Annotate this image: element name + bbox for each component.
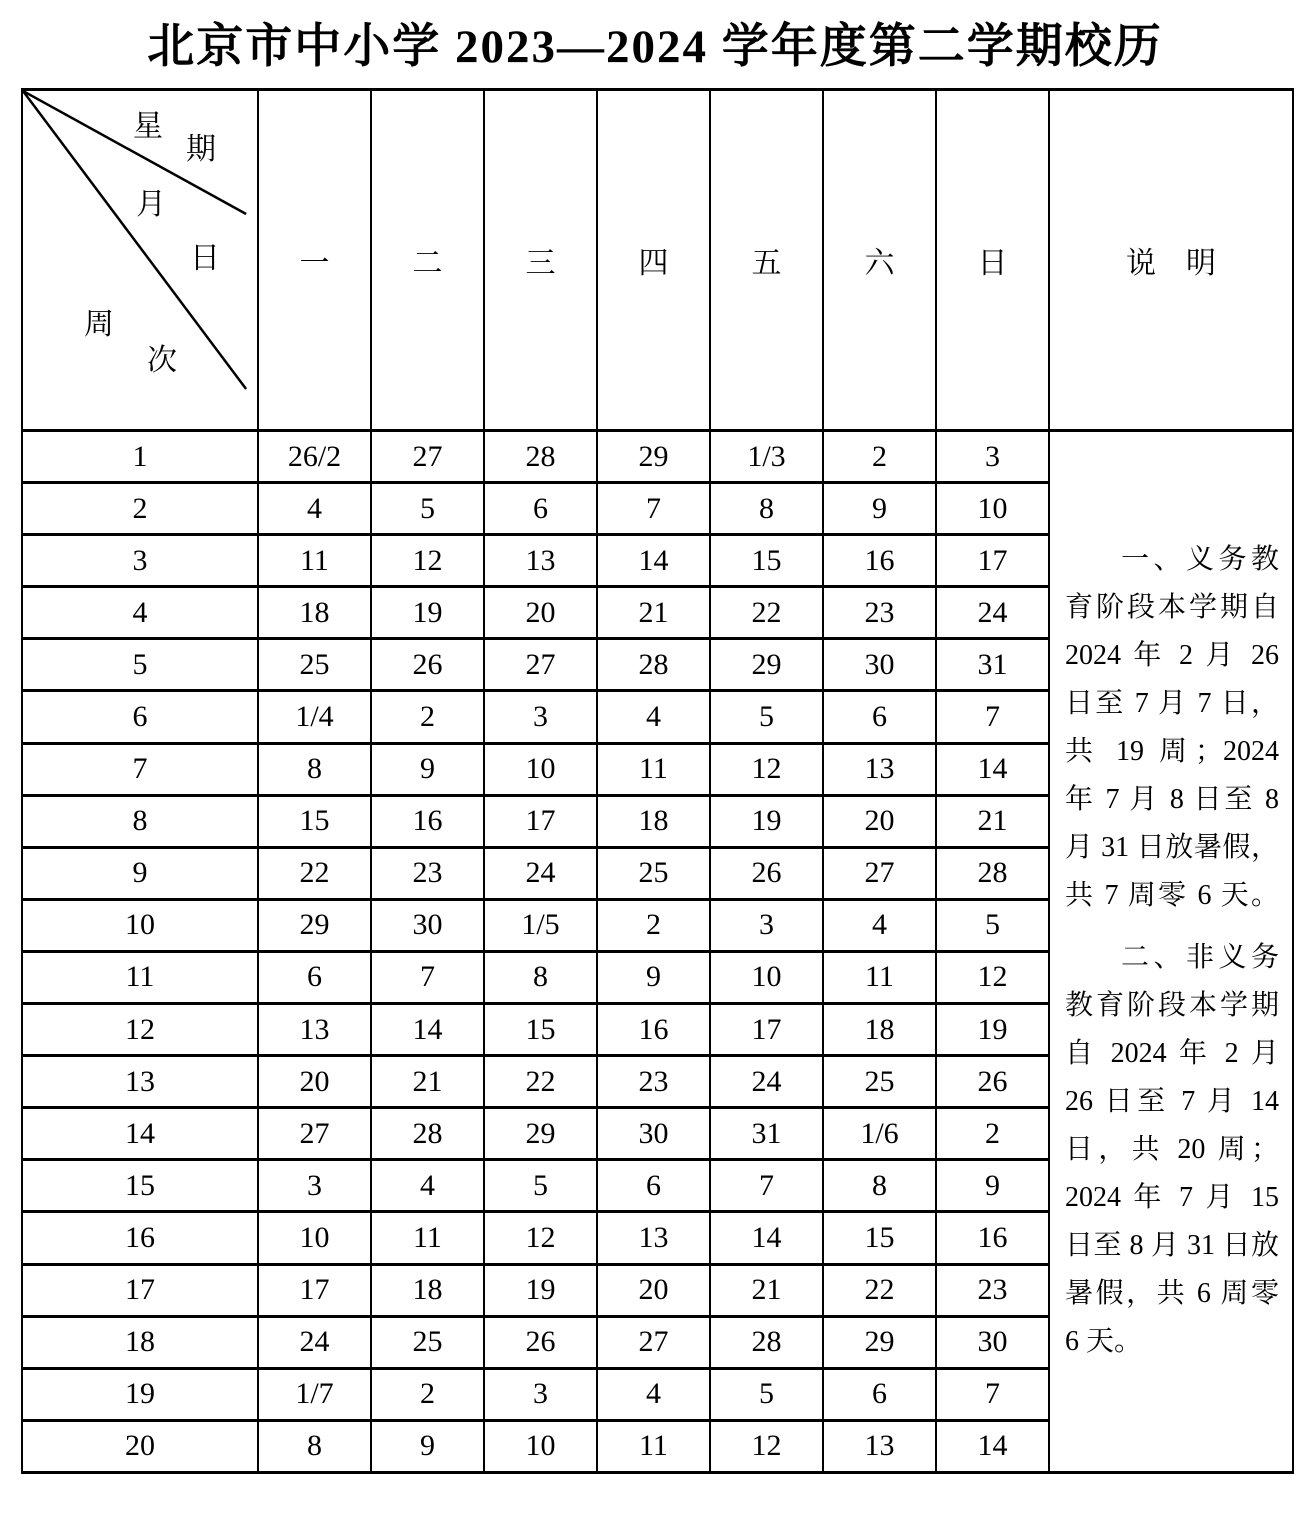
date-cell: 12 bbox=[710, 743, 823, 795]
corner-label-xing: 星 bbox=[133, 110, 163, 143]
date-cell: 13 bbox=[484, 535, 597, 587]
date-cell: 1/7 bbox=[258, 1368, 371, 1420]
date-cell: 20 bbox=[823, 795, 936, 847]
week-number-cell: 17 bbox=[22, 1264, 258, 1316]
date-cell: 3 bbox=[936, 431, 1049, 483]
date-cell: 6 bbox=[823, 1368, 936, 1420]
date-cell: 5 bbox=[710, 1368, 823, 1420]
date-cell: 1/5 bbox=[484, 899, 597, 951]
date-cell: 17 bbox=[258, 1264, 371, 1316]
date-cell: 8 bbox=[258, 743, 371, 795]
date-cell: 18 bbox=[823, 1004, 936, 1056]
date-cell: 3 bbox=[710, 899, 823, 951]
date-cell: 16 bbox=[823, 535, 936, 587]
corner-label-ri: 日 bbox=[190, 242, 220, 275]
week-number-cell: 18 bbox=[22, 1316, 258, 1368]
date-cell: 23 bbox=[823, 587, 936, 639]
date-cell: 3 bbox=[484, 1368, 597, 1420]
date-cell: 10 bbox=[710, 951, 823, 1003]
corner-label-zhou: 周 bbox=[84, 308, 114, 341]
week-number-cell: 10 bbox=[22, 899, 258, 951]
date-cell: 10 bbox=[258, 1212, 371, 1264]
notes-paragraph bbox=[1065, 536, 1279, 920]
date-cell: 27 bbox=[597, 1316, 710, 1368]
week-number-cell: 3 bbox=[22, 535, 258, 587]
week-number-cell: 9 bbox=[22, 847, 258, 899]
notes-line: 日，共 20 周； bbox=[1065, 1134, 1279, 1165]
date-cell: 12 bbox=[710, 1420, 823, 1472]
date-cell: 21 bbox=[936, 795, 1049, 847]
date-cell: 12 bbox=[371, 535, 484, 587]
date-cell: 5 bbox=[710, 691, 823, 743]
date-cell: 10 bbox=[484, 743, 597, 795]
notes-cell bbox=[1049, 431, 1293, 1473]
date-cell: 4 bbox=[258, 483, 371, 535]
date-cell: 19 bbox=[936, 1004, 1049, 1056]
date-cell: 2 bbox=[597, 899, 710, 951]
date-cell: 18 bbox=[371, 1264, 484, 1316]
date-cell: 25 bbox=[371, 1316, 484, 1368]
week-number-cell: 12 bbox=[22, 1004, 258, 1056]
date-cell: 6 bbox=[823, 691, 936, 743]
date-cell: 8 bbox=[258, 1420, 371, 1472]
week-number-cell: 2 bbox=[22, 483, 258, 535]
corner-label-ci: 次 bbox=[147, 344, 177, 377]
date-cell: 3 bbox=[484, 691, 597, 743]
date-cell: 22 bbox=[484, 1056, 597, 1108]
notes-paragraph bbox=[1065, 934, 1279, 1366]
date-cell: 1/6 bbox=[823, 1108, 936, 1160]
week-number-cell: 19 bbox=[22, 1368, 258, 1420]
date-cell: 10 bbox=[936, 483, 1049, 535]
notes-line: 育阶段本学期自 bbox=[1065, 592, 1279, 623]
date-cell: 21 bbox=[710, 1264, 823, 1316]
date-cell: 23 bbox=[936, 1264, 1049, 1316]
date-cell: 13 bbox=[258, 1004, 371, 1056]
date-cell: 26 bbox=[710, 847, 823, 899]
notes-line: 二、非义务 bbox=[1121, 942, 1279, 973]
corner-label-yue: 月 bbox=[136, 188, 166, 221]
date-cell: 5 bbox=[371, 483, 484, 535]
week-number-cell: 13 bbox=[22, 1056, 258, 1108]
date-cell: 22 bbox=[710, 587, 823, 639]
day-header-mon: 一 bbox=[258, 90, 371, 431]
notes-line: 2024 年 2 月 26 bbox=[1065, 640, 1279, 671]
date-cell: 7 bbox=[597, 483, 710, 535]
date-cell: 28 bbox=[371, 1108, 484, 1160]
date-cell: 28 bbox=[484, 431, 597, 483]
date-cell: 17 bbox=[936, 535, 1049, 587]
week-number-cell: 4 bbox=[22, 587, 258, 639]
date-cell: 8 bbox=[823, 1160, 936, 1212]
date-cell: 9 bbox=[371, 1420, 484, 1472]
date-cell: 6 bbox=[484, 483, 597, 535]
date-cell: 2 bbox=[823, 431, 936, 483]
date-cell: 27 bbox=[823, 847, 936, 899]
notes-line: 教育阶段本学期 bbox=[1065, 990, 1279, 1021]
header-row bbox=[22, 90, 1293, 431]
date-cell: 29 bbox=[823, 1316, 936, 1368]
date-cell: 8 bbox=[484, 951, 597, 1003]
date-cell: 16 bbox=[371, 795, 484, 847]
notes-line: 日至 8 月 31 日放 bbox=[1065, 1230, 1279, 1261]
date-cell: 27 bbox=[258, 1108, 371, 1160]
date-cell: 2 bbox=[371, 691, 484, 743]
date-cell: 30 bbox=[936, 1316, 1049, 1368]
day-header-sun: 日 bbox=[936, 90, 1049, 431]
date-cell: 14 bbox=[597, 535, 710, 587]
date-cell: 29 bbox=[484, 1108, 597, 1160]
day-header-thu: 四 bbox=[597, 90, 710, 431]
date-cell: 7 bbox=[936, 1368, 1049, 1420]
notes-line: 自 2024 年 2 月 bbox=[1065, 1038, 1279, 1069]
date-cell: 2 bbox=[936, 1108, 1049, 1160]
date-cell: 6 bbox=[597, 1160, 710, 1212]
day-header-tue: 二 bbox=[371, 90, 484, 431]
date-cell: 5 bbox=[484, 1160, 597, 1212]
week-number-cell: 11 bbox=[22, 951, 258, 1003]
date-cell: 8 bbox=[710, 483, 823, 535]
page-title: 北京市中小学 2023—2024 学年度第二学期校历 bbox=[147, 21, 1163, 73]
date-cell: 15 bbox=[484, 1004, 597, 1056]
date-cell: 1/4 bbox=[258, 691, 371, 743]
date-cell: 20 bbox=[597, 1264, 710, 1316]
week-number-cell: 7 bbox=[22, 743, 258, 795]
notes-line: 月 31 日放暑假， bbox=[1065, 832, 1279, 863]
date-cell: 28 bbox=[936, 847, 1049, 899]
calendar-row bbox=[22, 431, 1293, 483]
date-cell: 24 bbox=[710, 1056, 823, 1108]
week-number-cell: 15 bbox=[22, 1160, 258, 1212]
day-header-wed: 三 bbox=[484, 90, 597, 431]
date-cell: 3 bbox=[258, 1160, 371, 1212]
date-cell: 17 bbox=[710, 1004, 823, 1056]
date-cell: 13 bbox=[597, 1212, 710, 1264]
date-cell: 26 bbox=[936, 1056, 1049, 1108]
date-cell: 30 bbox=[823, 639, 936, 691]
notes-header: 说 明 bbox=[1049, 90, 1293, 431]
notes-line: 一、义务教 bbox=[1121, 544, 1279, 575]
date-cell: 26/2 bbox=[258, 431, 371, 483]
date-cell: 24 bbox=[936, 587, 1049, 639]
date-cell: 9 bbox=[823, 483, 936, 535]
date-cell: 25 bbox=[258, 639, 371, 691]
date-cell: 24 bbox=[484, 847, 597, 899]
date-cell: 6 bbox=[258, 951, 371, 1003]
date-cell: 12 bbox=[484, 1212, 597, 1264]
week-number-cell: 8 bbox=[22, 795, 258, 847]
notes-line: 2024 年 7 月 15 bbox=[1065, 1182, 1279, 1213]
date-cell: 9 bbox=[936, 1160, 1049, 1212]
notes-line: 年 7 月 8 日至 8 bbox=[1065, 784, 1279, 815]
date-cell: 2 bbox=[371, 1368, 484, 1420]
week-number-cell: 20 bbox=[22, 1420, 258, 1472]
date-cell: 4 bbox=[597, 1368, 710, 1420]
date-cell: 28 bbox=[710, 1316, 823, 1368]
date-cell: 15 bbox=[710, 535, 823, 587]
notes-line: 26 日至 7 月 14 bbox=[1065, 1086, 1279, 1117]
date-cell: 16 bbox=[597, 1004, 710, 1056]
notes-line: 暑假，共 6 周零 bbox=[1065, 1278, 1279, 1309]
week-number-cell: 16 bbox=[22, 1212, 258, 1264]
calendar-body bbox=[22, 431, 1293, 1473]
date-cell: 26 bbox=[371, 639, 484, 691]
week-number-cell: 6 bbox=[22, 691, 258, 743]
date-cell: 14 bbox=[371, 1004, 484, 1056]
date-cell: 11 bbox=[258, 535, 371, 587]
date-cell: 24 bbox=[258, 1316, 371, 1368]
day-header-fri: 五 bbox=[710, 90, 823, 431]
date-cell: 29 bbox=[597, 431, 710, 483]
date-cell: 7 bbox=[710, 1160, 823, 1212]
date-cell: 12 bbox=[936, 951, 1049, 1003]
date-cell: 14 bbox=[936, 1420, 1049, 1472]
date-cell: 27 bbox=[484, 639, 597, 691]
date-cell: 23 bbox=[371, 847, 484, 899]
corner-header-cell bbox=[22, 90, 258, 431]
date-cell: 29 bbox=[710, 639, 823, 691]
date-cell: 11 bbox=[823, 951, 936, 1003]
date-cell: 1/3 bbox=[710, 431, 823, 483]
date-cell: 14 bbox=[710, 1212, 823, 1264]
date-cell: 4 bbox=[823, 899, 936, 951]
date-cell: 21 bbox=[371, 1056, 484, 1108]
date-cell: 19 bbox=[484, 1264, 597, 1316]
date-cell: 10 bbox=[484, 1420, 597, 1472]
date-cell: 9 bbox=[597, 951, 710, 1003]
date-cell: 4 bbox=[597, 691, 710, 743]
date-cell: 22 bbox=[258, 847, 371, 899]
date-cell: 15 bbox=[258, 795, 371, 847]
date-cell: 5 bbox=[936, 899, 1049, 951]
day-header-sat: 六 bbox=[823, 90, 936, 431]
date-cell: 29 bbox=[258, 899, 371, 951]
notes-line: 共 7 周零 6 天。 bbox=[1065, 880, 1279, 911]
date-cell: 30 bbox=[597, 1108, 710, 1160]
calendar-table bbox=[21, 88, 1294, 1474]
notes-line: 共 19 周；2024 bbox=[1065, 736, 1279, 767]
date-cell: 27 bbox=[371, 431, 484, 483]
date-cell: 22 bbox=[823, 1264, 936, 1316]
date-cell: 11 bbox=[597, 1420, 710, 1472]
date-cell: 16 bbox=[936, 1212, 1049, 1264]
date-cell: 11 bbox=[371, 1212, 484, 1264]
date-cell: 25 bbox=[823, 1056, 936, 1108]
date-cell: 18 bbox=[597, 795, 710, 847]
date-cell: 4 bbox=[371, 1160, 484, 1212]
date-cell: 26 bbox=[484, 1316, 597, 1368]
date-cell: 25 bbox=[597, 847, 710, 899]
date-cell: 31 bbox=[936, 639, 1049, 691]
date-cell: 13 bbox=[823, 1420, 936, 1472]
date-cell: 30 bbox=[371, 899, 484, 951]
date-cell: 20 bbox=[258, 1056, 371, 1108]
week-number-cell: 1 bbox=[22, 431, 258, 483]
notes-line: 日至 7 月 7 日， bbox=[1065, 688, 1279, 719]
date-cell: 7 bbox=[936, 691, 1049, 743]
date-cell: 14 bbox=[936, 743, 1049, 795]
date-cell: 11 bbox=[597, 743, 710, 795]
date-cell: 9 bbox=[371, 743, 484, 795]
corner-label-qi: 期 bbox=[186, 133, 216, 166]
date-cell: 13 bbox=[823, 743, 936, 795]
date-cell: 18 bbox=[258, 587, 371, 639]
date-cell: 28 bbox=[597, 639, 710, 691]
date-cell: 21 bbox=[597, 587, 710, 639]
date-cell: 20 bbox=[484, 587, 597, 639]
date-cell: 15 bbox=[823, 1212, 936, 1264]
week-number-cell: 14 bbox=[22, 1108, 258, 1160]
date-cell: 31 bbox=[710, 1108, 823, 1160]
date-cell: 7 bbox=[371, 951, 484, 1003]
date-cell: 19 bbox=[371, 587, 484, 639]
date-cell: 23 bbox=[597, 1056, 710, 1108]
date-cell: 17 bbox=[484, 795, 597, 847]
week-number-cell: 5 bbox=[22, 639, 258, 691]
notes-line: 6 天。 bbox=[1065, 1326, 1143, 1357]
date-cell: 19 bbox=[710, 795, 823, 847]
